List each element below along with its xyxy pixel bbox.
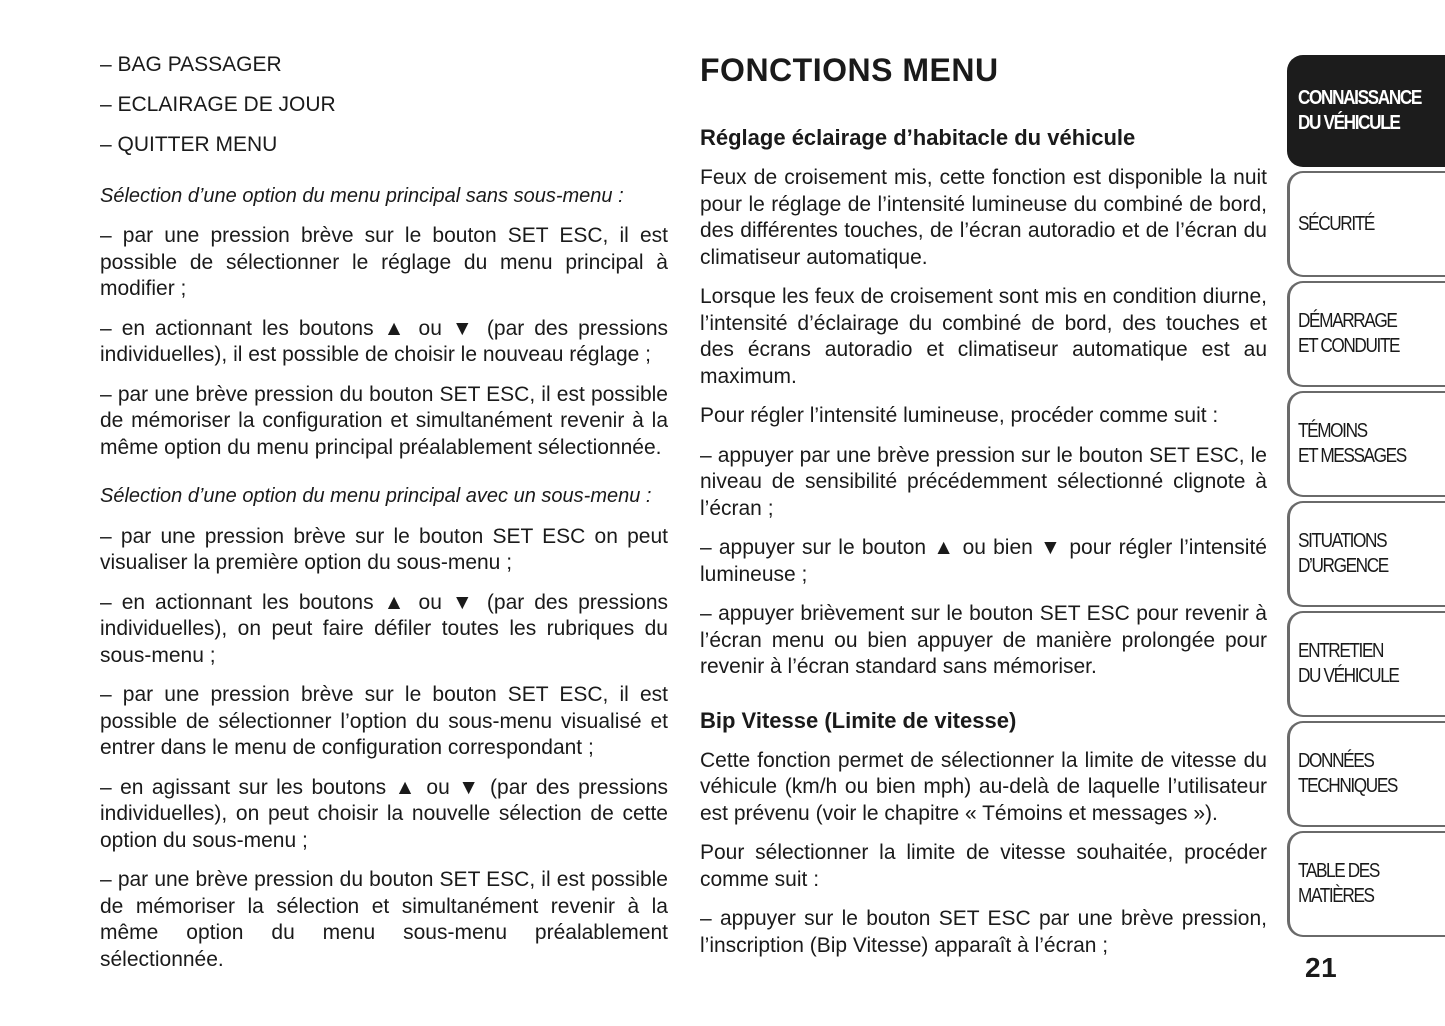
paragraph: – en agissant sur les boutons ▲ ou ▼ (par des pressions individuelles), on peut choisir la nouvelle sélection de cette option du sous-menu ; xyxy=(100,775,668,852)
tab-demarrage-conduite[interactable] xyxy=(1287,281,1445,387)
right-column xyxy=(700,52,1267,972)
tab-table-matieres[interactable] xyxy=(1287,831,1445,937)
tab-donnees-techniques[interactable] xyxy=(1287,721,1445,827)
paragraph: Lorsque les feux de croisement sont mis en condition diurne, l’intensité d’éclairage du combiné de bord, des touches et des écrans autoradio et climatiseur automatique est au maximum. xyxy=(700,285,1267,388)
list-item-bag-passager: – BAG PASSAGER xyxy=(100,53,282,76)
tab-securite[interactable] xyxy=(1287,171,1445,277)
paragraph: – appuyer par une brève pression sur le bouton SET ESC, le niveau de sensibilité précédemment sélectionné clignote à l’écran ; xyxy=(700,443,1267,520)
paragraph: – par une pression brève sur le bouton SET ESC on peut visualiser la première option du sous-menu ; xyxy=(100,524,668,574)
paragraph: – appuyer brièvement sur le bouton SET ESC pour revenir à l’écran menu ou bien appuyer de manière prolongée pour revenir à l’écran standard sans mémoriser. xyxy=(700,602,1267,678)
tab-temoins-messages[interactable] xyxy=(1287,391,1445,497)
section-title: FONCTIONS MENU xyxy=(700,52,999,88)
paragraph: – par une brève pression du bouton SET ESC, il est possible de mémoriser la configuration et simultanément revenir à la même option du menu principal préalablement sélectionnée. xyxy=(100,382,668,459)
tab-connaissance-vehicule[interactable] xyxy=(1287,55,1445,167)
tab-label: ENTRETIEN DU VÉHICULE xyxy=(1298,640,1399,687)
tab-label: TABLE DES MATIÈRES xyxy=(1298,860,1379,907)
tab-label: CONNAISSANCE DU VÉHICULE xyxy=(1298,87,1422,134)
chapter-tabs xyxy=(1287,55,1445,941)
paragraph: – par une pression brève sur le bouton SET ESC, il est possible de sélectionner le réglage du menu principal à modifier ; xyxy=(100,224,668,300)
list-item-eclairage-jour: – ECLAIRAGE DE JOUR xyxy=(100,93,336,116)
intro-without-submenu: Sélection d’une option du menu principal sans sous-menu : xyxy=(100,184,624,207)
paragraph: – en actionnant les boutons ▲ ou ▼ (par des pressions individuelles), il est possible de choisir le nouveau réglage ; xyxy=(100,316,668,366)
paragraph: – par une pression brève sur le bouton SET ESC, il est possible de sélectionner l’option du sous-menu visualisé et entrer dans le menu de configuration correspondant ; xyxy=(100,683,668,759)
tab-label: SITUATIONS D’URGENCE xyxy=(1298,530,1388,577)
paragraph: – par une brève pression du bouton SET ESC, il est possible de mémoriser la sélection et simultanément revenir à la même option du menu sous-menu préalablement sélectionnée. xyxy=(100,868,668,971)
list-item-quitter-menu: – QUITTER MENU xyxy=(100,133,278,156)
speed-subtitle: Bip Vitesse (Limite de vitesse) xyxy=(700,707,1017,733)
tab-situations-urgence[interactable] xyxy=(1287,501,1445,607)
page-number: 21 xyxy=(1305,952,1338,983)
lighting-subtitle: Réglage éclairage d’habitacle du véhicule xyxy=(700,125,1136,150)
tab-label: DONNÉES TECHNIQUES xyxy=(1298,750,1398,797)
left-column xyxy=(100,52,668,986)
paragraph: Pour régler l’intensité lumineuse, procéder comme suit : xyxy=(700,404,1219,427)
paragraph: – appuyer sur le bouton SET ESC par une brève pression, l’inscription (Bip Vitesse) apparaît à l’écran ; xyxy=(700,907,1267,957)
intro-with-submenu: Sélection d’une option du menu principal avec un sous-menu : xyxy=(100,485,652,507)
tab-label: SÉCURITÉ xyxy=(1298,212,1374,235)
paragraph: Feux de croisement mis, cette fonction est disponible la nuit pour le réglage de l’intensité lumineuse du combiné de bord, des différentes touches, de l’écran autoradio et de l’écran du climatiseur automatique. xyxy=(700,166,1267,269)
paragraph: – appuyer sur le bouton ▲ ou bien ▼ pour régler l’intensité lumineuse ; xyxy=(700,536,1267,586)
paragraph: Cette fonction permet de sélectionner la limite de vitesse du véhicule (km/h ou bien mph) au-delà de laquelle l’utilisateur est prévenu (voir le chapitre « Témoins et messages »). xyxy=(700,748,1267,825)
tab-label: DÉMARRAGE ET CONDUITE xyxy=(1298,310,1400,357)
paragraph: Pour sélectionner la limite de vitesse souhaitée, procéder comme suit : xyxy=(700,841,1267,891)
tab-label: TÉMOINS ET MESSAGES xyxy=(1298,420,1406,467)
tab-entretien-vehicule[interactable] xyxy=(1287,611,1445,717)
paragraph: – en actionnant les boutons ▲ ou ▼ (par des pressions individuelles), on peut faire défiler toutes les rubriques du sous-menu ; xyxy=(100,590,668,667)
